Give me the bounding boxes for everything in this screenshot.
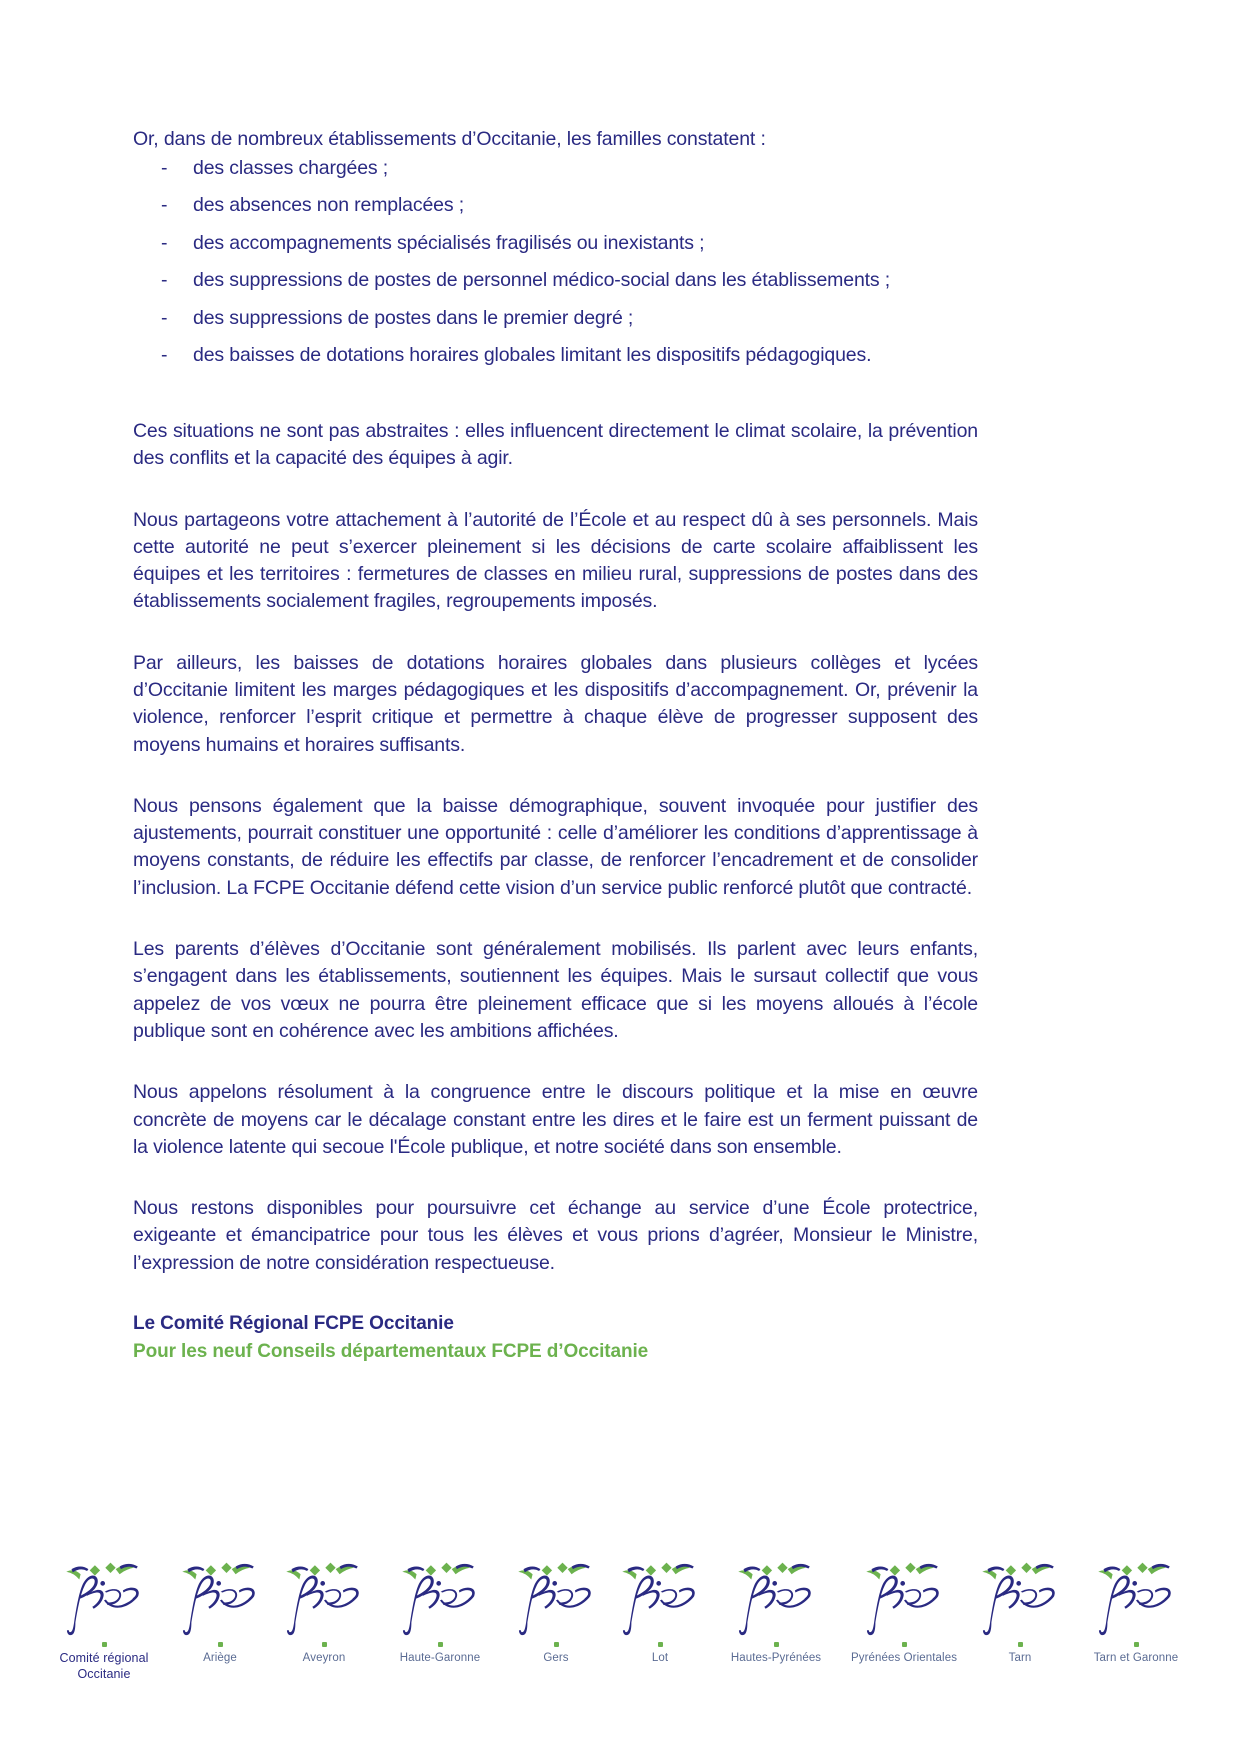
paragraph-3: Par ailleurs, les baisses de dotations horaires globales dans plusieurs collèges et lycées d’Occitanie limitent les marges pédagogiques et les dispositifs d’accompagnement. Or, prévenir la violence, renforcer l’esprit critique et permettre à chaque élève de progresser supposent des moyens humains et horaires suffisants. bbox=[133, 651, 978, 756]
bullet-dash: - bbox=[161, 344, 168, 367]
logo-dot bbox=[1018, 1642, 1023, 1647]
list-item-label: des baisses de dotations horaires globales limitant les dispositifs pédagogiques. bbox=[193, 344, 872, 367]
fcpe-logo-comite-regional bbox=[40, 1558, 168, 1682]
fcpe-logo-icon bbox=[968, 1558, 1072, 1640]
logo-dot bbox=[438, 1642, 443, 1647]
logo-dot bbox=[102, 1642, 107, 1647]
fcpe-logo-icon bbox=[724, 1558, 828, 1640]
bullet-dash: - bbox=[161, 306, 168, 329]
paragraph-2: Nous partageons votre attachement à l’autorité de l’École et au respect dû à ses personnels. Mais cette autorité ne peut s’exercer pleinement si les décisions de carte scolaire affaiblissent les équipes et les territoires : fermetures de classes en milieu rural, suppressions de postes dans des établissements socialement fragiles, regroupements imposés. bbox=[133, 508, 978, 613]
bullet-dash: - bbox=[161, 194, 168, 217]
list-item bbox=[133, 231, 978, 254]
fcpe-logo-icon bbox=[388, 1558, 492, 1640]
fcpe-logo-ariege bbox=[168, 1558, 272, 1665]
logo-dot bbox=[322, 1642, 327, 1647]
fcpe-logo-strip bbox=[40, 1558, 1200, 1682]
paragraph-4: Nous pensons également que la baisse démographique, souvent invoquée pour justifier des ajustements, pourrait constituer une opportunité : celle d’améliorer les conditions d’apprentissage à moyens constants, de réduire les effectifs par classe, de renforcer l’encadrement et de consolider l’inclusion. La FCPE Occitanie défend cette vision d’un service public renforcé plutôt que contracté. bbox=[133, 794, 978, 899]
logo-department-label: Ariège bbox=[203, 1652, 237, 1664]
fcpe-logo-gers bbox=[504, 1558, 608, 1665]
logo-department-label: Tarn et Garonne bbox=[1093, 1652, 1179, 1664]
spacer bbox=[133, 384, 978, 418]
signature-subtitle: Pour les neuf Conseils départementaux FCPE d’Occitanie bbox=[133, 1341, 649, 1363]
fcpe-logo-icon bbox=[168, 1558, 272, 1640]
paragraph-7: Nous restons disponibles pour poursuivre cet échange au service d’une École protectrice, exigeante et émancipatrice pour tous les élèves et vous prions d’agréer, Monsieur le Ministre, l’expression de notre considération respectueuse. bbox=[133, 1197, 978, 1274]
constat-list bbox=[133, 156, 978, 367]
fcpe-logo-icon bbox=[1084, 1558, 1188, 1640]
fcpe-logo-lot bbox=[608, 1558, 712, 1665]
bullet-dash: - bbox=[161, 156, 168, 179]
fcpe-logo-icon bbox=[608, 1558, 712, 1640]
bullet-dash: - bbox=[161, 269, 168, 292]
logo-department-label: Haute-Garonne bbox=[399, 1652, 481, 1664]
list-item-label: des suppressions de postes de personnel médico-social dans les établissements ; bbox=[193, 269, 891, 292]
fcpe-logo-icon bbox=[272, 1558, 376, 1640]
paragraph-5: Les parents d’élèves d’Occitanie sont généralement mobilisés. Ils parlent avec leurs enfants, s’engagent dans les établissements, soutiennent les équipes. Mais le sursaut collectif que vous appelez de vos vœux ne pourra être pleinement efficace que si les moyens alloués à l’école publique sont en cohérence avec les ambitions affichées. bbox=[133, 938, 978, 1042]
list-item bbox=[133, 196, 978, 216]
fcpe-logo-icon bbox=[852, 1558, 956, 1640]
logo-department-label: Gers bbox=[543, 1652, 569, 1664]
logo-department-label: Comité régional Occitanie bbox=[59, 1651, 149, 1681]
fcpe-logo-hautes-pyrenees bbox=[712, 1558, 840, 1665]
signature-organisation: Le Comité Régional FCPE Occitanie bbox=[133, 1313, 454, 1335]
list-item-label: des suppressions de postes dans le premier degré ; bbox=[193, 306, 634, 329]
fcpe-logo-icon bbox=[52, 1558, 156, 1640]
paragraph-6: Nous appelons résolument à la congruence entre le discours politique et la mise en œuvre concrète de moyens car le décalage constant entre les dires et le faire est un ferment puissant de la violence latente qui secoue l'École publique, et notre société dans son ensemble. bbox=[133, 1081, 978, 1158]
list-item bbox=[133, 306, 978, 329]
logo-dot bbox=[902, 1642, 907, 1647]
letter-body bbox=[133, 126, 978, 1363]
bullet-dash: - bbox=[161, 231, 168, 254]
fcpe-logo-pyrenees-orientales bbox=[840, 1558, 968, 1665]
logo-dot bbox=[774, 1642, 779, 1647]
list-item-label: des classes chargées ; bbox=[193, 156, 389, 179]
fcpe-logo-tarn bbox=[968, 1558, 1072, 1665]
fcpe-logo-icon bbox=[504, 1558, 608, 1640]
logo-department-label: Lot bbox=[651, 1652, 669, 1664]
fcpe-logo-aveyron bbox=[272, 1558, 376, 1665]
logo-dot bbox=[658, 1642, 663, 1647]
fcpe-logo-haute-garonne bbox=[376, 1558, 504, 1665]
list-item-label: des accompagnements spécialisés fragilisés ou inexistants ; bbox=[193, 231, 705, 254]
logo-dot bbox=[218, 1642, 223, 1647]
logo-dot bbox=[1134, 1642, 1139, 1647]
lead-paragraph: Or, dans de nombreux établissements d’Occitanie, les familles constatent : bbox=[133, 128, 766, 150]
list-item bbox=[133, 271, 978, 291]
logo-department-label: Tarn bbox=[1008, 1652, 1032, 1664]
list-item bbox=[133, 346, 978, 366]
list-item bbox=[133, 156, 978, 179]
fcpe-logo-tarn-et-garonne bbox=[1072, 1558, 1200, 1665]
logo-department-label: Pyrénées Orientales bbox=[850, 1652, 958, 1664]
list-item-label: des absences non remplacées ; bbox=[193, 194, 464, 217]
paragraph-1: Ces situations ne sont pas abstraites : elles influencent directement le climat scolaire, la prévention des conflits et la capacité des équipes à agir. bbox=[133, 419, 978, 470]
signature-block bbox=[133, 1313, 978, 1363]
logo-department-label: Hautes-Pyrénées bbox=[730, 1652, 822, 1664]
logo-department-label: Aveyron bbox=[302, 1652, 346, 1664]
logo-dot bbox=[554, 1642, 559, 1647]
